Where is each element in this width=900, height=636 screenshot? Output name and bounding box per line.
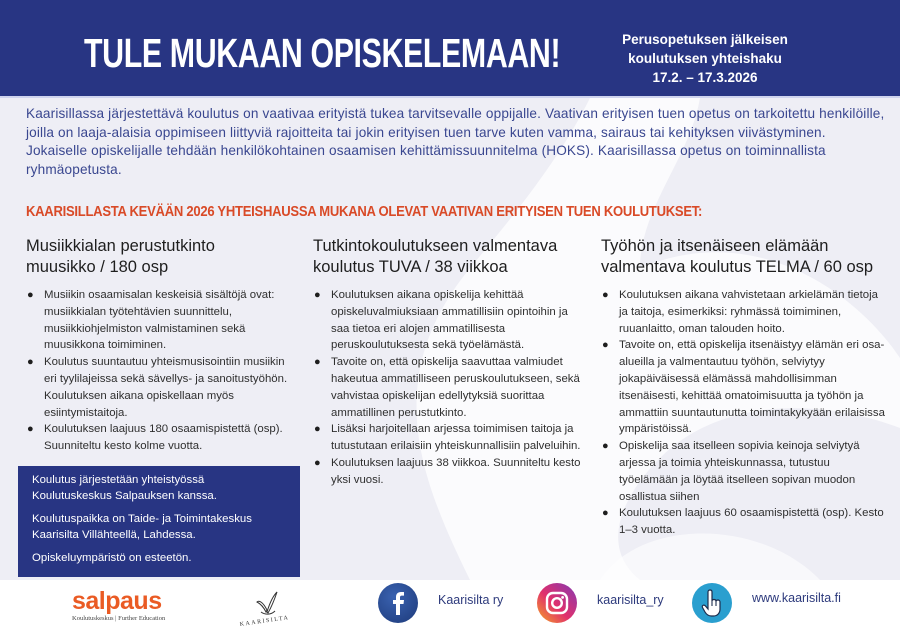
program-bullets (26, 287, 298, 455)
bullet-text: Koulutus suuntautuu yhteismusisointiin musiikin eri tyylilajeissa sekä sävellys- ja sanoitustyöhön. Koulutuksen aikana opiskellaan myös esiintymistaitoja. (44, 356, 288, 419)
subtitle-line: koulutuksen yhteishaku (628, 51, 782, 66)
bullet-text: Koulutuksen laajuus 60 osaamispistettä (osp). Kesto 1–3 vuotta. (619, 507, 884, 537)
bullet-item (26, 421, 298, 455)
bullet-item (313, 421, 588, 455)
program-title (601, 236, 886, 278)
header-banner (0, 0, 900, 98)
bullet-item (601, 505, 886, 539)
program-column-telma (601, 236, 886, 539)
bullet-item (26, 287, 298, 354)
bullet-icon: ● (602, 440, 609, 453)
pointing-hand-icon[interactable] (692, 583, 732, 623)
bullet-text: Musiikin osaamisalan keskeisiä sisältöjä ovat: musiikkialan työtehtävien suunnittelu, musiikkiohjelmiston valmistaminen sekä muusikkona toimiminen. (44, 289, 275, 352)
bullet-item (601, 337, 886, 438)
program-bullets (601, 287, 886, 539)
program-bullets (313, 287, 588, 489)
bullet-text: Tavoite on, että opiskelija saavuttaa valmiudet hakeutua ammatilliseen peruskoulutukseen, sekä vahvistaa opiskelijan edellytyksiä suorittaa ammatillinen perustutkinto. (331, 356, 580, 419)
subtitle-line: Perusopetuksen jälkeisen (622, 32, 788, 47)
program-title-line: muusikko / 180 osp (26, 258, 169, 276)
bullet-item (26, 354, 298, 421)
section-heading: KAARISILLASTA KEVÄÄN 2026 YHTEISHAUSSA MUKANA OLEVAT VAATIVAN ERITYISEN TUEN KOULUTUKSET: (26, 204, 703, 220)
hand-glyph-icon (700, 588, 724, 618)
bullet-item (313, 287, 588, 354)
intro-paragraph: Kaarisillassa järjestettävä koulutus on vaativaa erityistä tukea tarvitsevalle oppijalle. Vaativan erityisen tuen opetus on tarkoitettu henkilöille, joilla on laaja-alaisia oppimiseen liittyviä rajoitteita tai jokin erityisen tuen tarve kuten vamma, sairaus tai kehityksen viivästyminen. Jokaiselle opiskelijalle tehdään henkilökohtainen osaamisen kehittämissuunnitelma (HOKS). Kaarisillassa opetus on toiminnallista ryhmäopetusta. (26, 106, 885, 177)
program-title-line: Työhön ja itsenäiseen elämään (601, 237, 829, 255)
page-title: TULE MUKAAN OPISKELEMAAN! (84, 30, 561, 76)
website-link[interactable]: www.kaarisilta.fi (752, 591, 841, 605)
bullet-text: Koulutuksen laajuus 38 viikkoa. Suunniteltu kesto yksi vuosi. (331, 456, 581, 486)
instagram-glyph-icon (545, 591, 569, 615)
bullet-text: Koulutuksen laajuus 180 osaamispistettä (osp). Suunniteltu kesto kolme vuotta. (44, 423, 283, 453)
info-box (18, 466, 300, 577)
application-dates: 17.2. – 17.3.2026 (652, 70, 758, 85)
bullet-text: Tavoite on, että opiskelija itsenäistyy elämän eri osa-alueilla ja valmentautuu työhön, selviytyy jokapäiväisessä elämässä mahdollisimman itsenäisesti, kehittää omatoimisuutta ja työhön ja ammattiin suuntautunutta toimintakykyään erilaisissa ympäristöissä. (619, 339, 885, 436)
bullet-icon: ● (27, 356, 34, 369)
application-period (596, 30, 814, 87)
program-title-line: Tutkintokoulutukseen valmentava (313, 237, 558, 255)
bullet-item (313, 354, 588, 421)
info-text: Opiskeluympäristö on esteetön. (32, 552, 192, 564)
instagram-icon[interactable] (537, 583, 577, 623)
salpaus-wordmark: salpaus (72, 587, 162, 615)
bullet-icon: ● (314, 423, 321, 436)
program-title (26, 236, 298, 278)
bullet-text: Koulutuksen aikana opiskelija kehittää opiskeluvalmiuksiaan ammatillisiin opintoihin ja saa tietoa eri alojen ammatillisesta peruskoulutuksesta sekä työelämästä. (331, 289, 568, 352)
facebook-glyph-icon (389, 591, 407, 615)
program-title (313, 236, 588, 278)
bullet-text: Opiskelija saa itselleen sopivia keinoja selviytyä arjessa ja toimia yhteiskunnassa, tutustuu työelämään ja löytää itselleen sopivan muodon osallistua siihen (619, 440, 860, 503)
program-title-line: valmentava koulutus TELMA / 60 osp (601, 258, 874, 276)
instagram-link[interactable]: kaarisilta_ry (597, 593, 664, 607)
program-title-line: Musiikkialan perustutkinto (26, 237, 215, 255)
bullet-icon: ● (314, 456, 321, 469)
facebook-link[interactable]: Kaarisilta ry (438, 593, 504, 607)
info-text: Koulutus järjestetään yhteistyössä Koulutuskeskus Salpauksen kanssa. (32, 474, 217, 502)
program-title-line: koulutus TUVA / 38 viikkoa (313, 258, 508, 276)
bullet-icon: ● (314, 356, 321, 369)
bullet-item (601, 438, 886, 505)
bullet-icon: ● (27, 423, 34, 436)
bullet-icon: ● (602, 289, 609, 301)
bullet-icon: ● (602, 507, 609, 520)
salpaus-logo (72, 588, 165, 622)
salpaus-tagline: Koulutuskeskus | Further Education (72, 615, 166, 622)
bullet-item (601, 287, 886, 337)
kaarisilta-logo (237, 588, 299, 628)
info-text: Koulutuspaikka on Taide- ja Toimintakeskus Kaarisilta Villähteellä, Lahdessa. (32, 513, 252, 541)
bullet-text: Lisäksi harjoitellaan arjessa toimimisen taitoja ja tutustutaan erilaisiin yhteiskunnallisiin palveluihin. (331, 423, 581, 453)
program-column-music (26, 236, 298, 455)
facebook-icon[interactable] (378, 583, 418, 623)
bullet-icon: ● (27, 289, 34, 301)
bullet-item (313, 455, 588, 489)
program-column-tuva (313, 236, 588, 489)
bullet-text: Koulutuksen aikana vahvistetaan arkielämän tietoja ja taitoja, esimerkiksi: ryhmässä toimiminen, ruuanlaitto, oman talouden hoito. (619, 289, 878, 335)
bullet-icon: ● (602, 339, 609, 352)
svg-text:KAARISILTA: KAARISILTA (239, 615, 290, 628)
bullet-icon: ● (314, 289, 321, 301)
